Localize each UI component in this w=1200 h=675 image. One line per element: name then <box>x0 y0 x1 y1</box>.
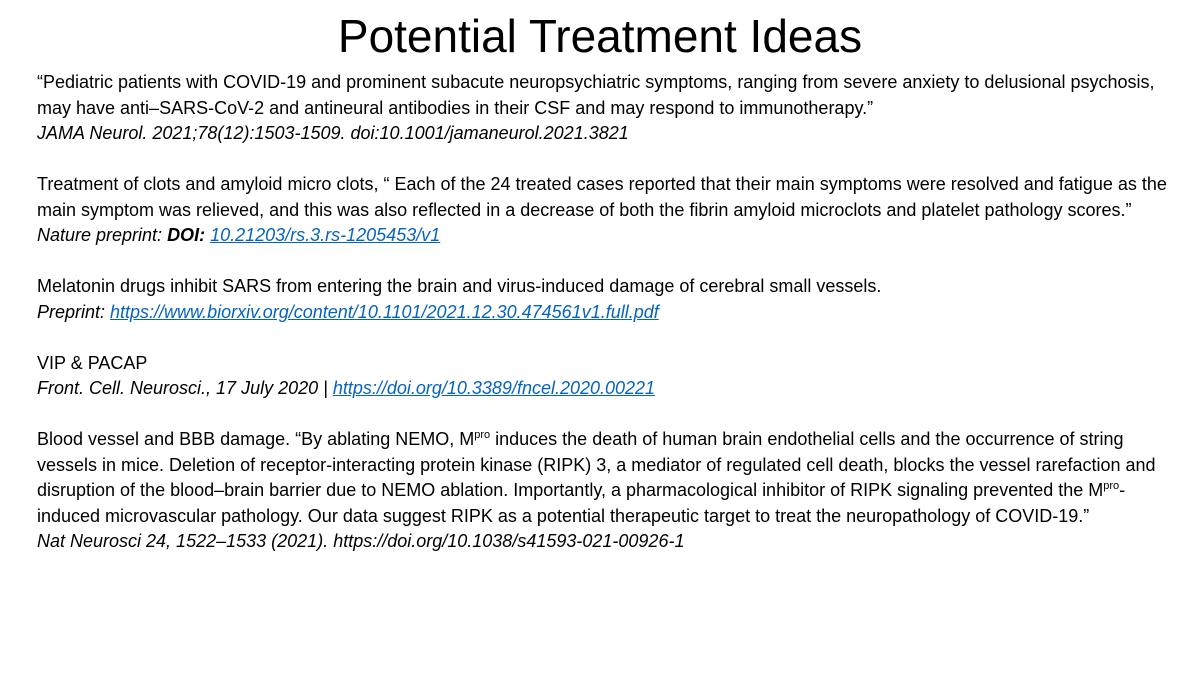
citation-doi-label: DOI: <box>167 225 206 245</box>
page-title: Potential Treatment Ideas <box>337 10 863 62</box>
item-quote: “Pediatric patients with COVID-19 and prominent subacute neuropsychiatric symptoms, ranging from severe anxiety to delusional psychosis, may have anti–SARS-CoV-2 and antineural antibodies in their CSF and may respond to immunotherapy.” <box>37 72 1155 118</box>
treatment-item-bbb-damage <box>37 427 1172 555</box>
item-citation: Nat Neurosci 24, 1522–1533 (2021). https://doi.org/10.1038/s41593-021-00926-1 <box>37 531 685 551</box>
treatment-item-melatonin <box>37 274 1172 325</box>
item-quote: Treatment of clots and amyloid micro clots, “ Each of the 24 treated cases reported that their main symptoms were resolved and fatigue as the main symptom was relieved, and this was also reflected in a decrease of both the fibrin amyloid microclots and platelet pathology scores.” <box>37 174 1167 220</box>
treatment-item-microclots <box>37 172 1172 249</box>
treatment-item-immunotherapy <box>37 70 1172 147</box>
item-citation <box>37 300 1172 326</box>
item-text: VIP & PACAP <box>37 352 148 373</box>
doi-link[interactable]: 10.21203/rs.3.rs-1205453/v1 <box>210 225 441 245</box>
item-text: Melatonin drugs inhibit SARS from entering the brain and virus-induced damage of cerebral small vessels. <box>37 276 882 296</box>
superscript-pro: pro <box>474 429 491 441</box>
doi-link[interactable]: https://doi.org/10.3389/fncel.2020.00221 <box>332 378 656 398</box>
item-quote <box>37 427 1172 529</box>
superscript-pro: pro <box>1103 480 1120 492</box>
quote-part-3: -induced microvascular pathology. Our data suggest RIPK as a potential therapeutic target to treat the neuropathology of COVID-19.” <box>37 480 1126 526</box>
slide-content <box>37 70 1172 580</box>
treatment-item-vip-pacap <box>37 351 1172 402</box>
citation-source: Front. Cell. Neurosci., 17 July 2020 | <box>37 378 333 398</box>
quote-part-2: induces the death of human brain endothelial cells and the occurrence of string vessels in mice. Deletion of receptor-interacting protein kinase (RIPK) 3, a mediator of regulated cell death, blocks the vessel rarefaction and disruption of the blood–brain barrier due to NEMO ablation. Importantly, a pharmacological inhibitor of RIPK signaling prevented the M <box>37 429 1156 500</box>
item-citation <box>37 376 1172 402</box>
item-citation: JAMA Neurol. 2021;78(12):1503-1509. doi:10.1001/jamaneurol.2021.3821 <box>37 123 629 143</box>
quote-part-1: Blood vessel and BBB damage. “By ablating NEMO, M <box>37 429 475 449</box>
citation-source: Preprint: <box>37 301 111 322</box>
item-citation <box>37 223 1172 249</box>
citation-source: Nature preprint: <box>37 225 168 245</box>
preprint-link[interactable]: https://www.biorxiv.org/content/10.1101/2021.12.30.474561v1.full.pdf <box>110 301 659 322</box>
